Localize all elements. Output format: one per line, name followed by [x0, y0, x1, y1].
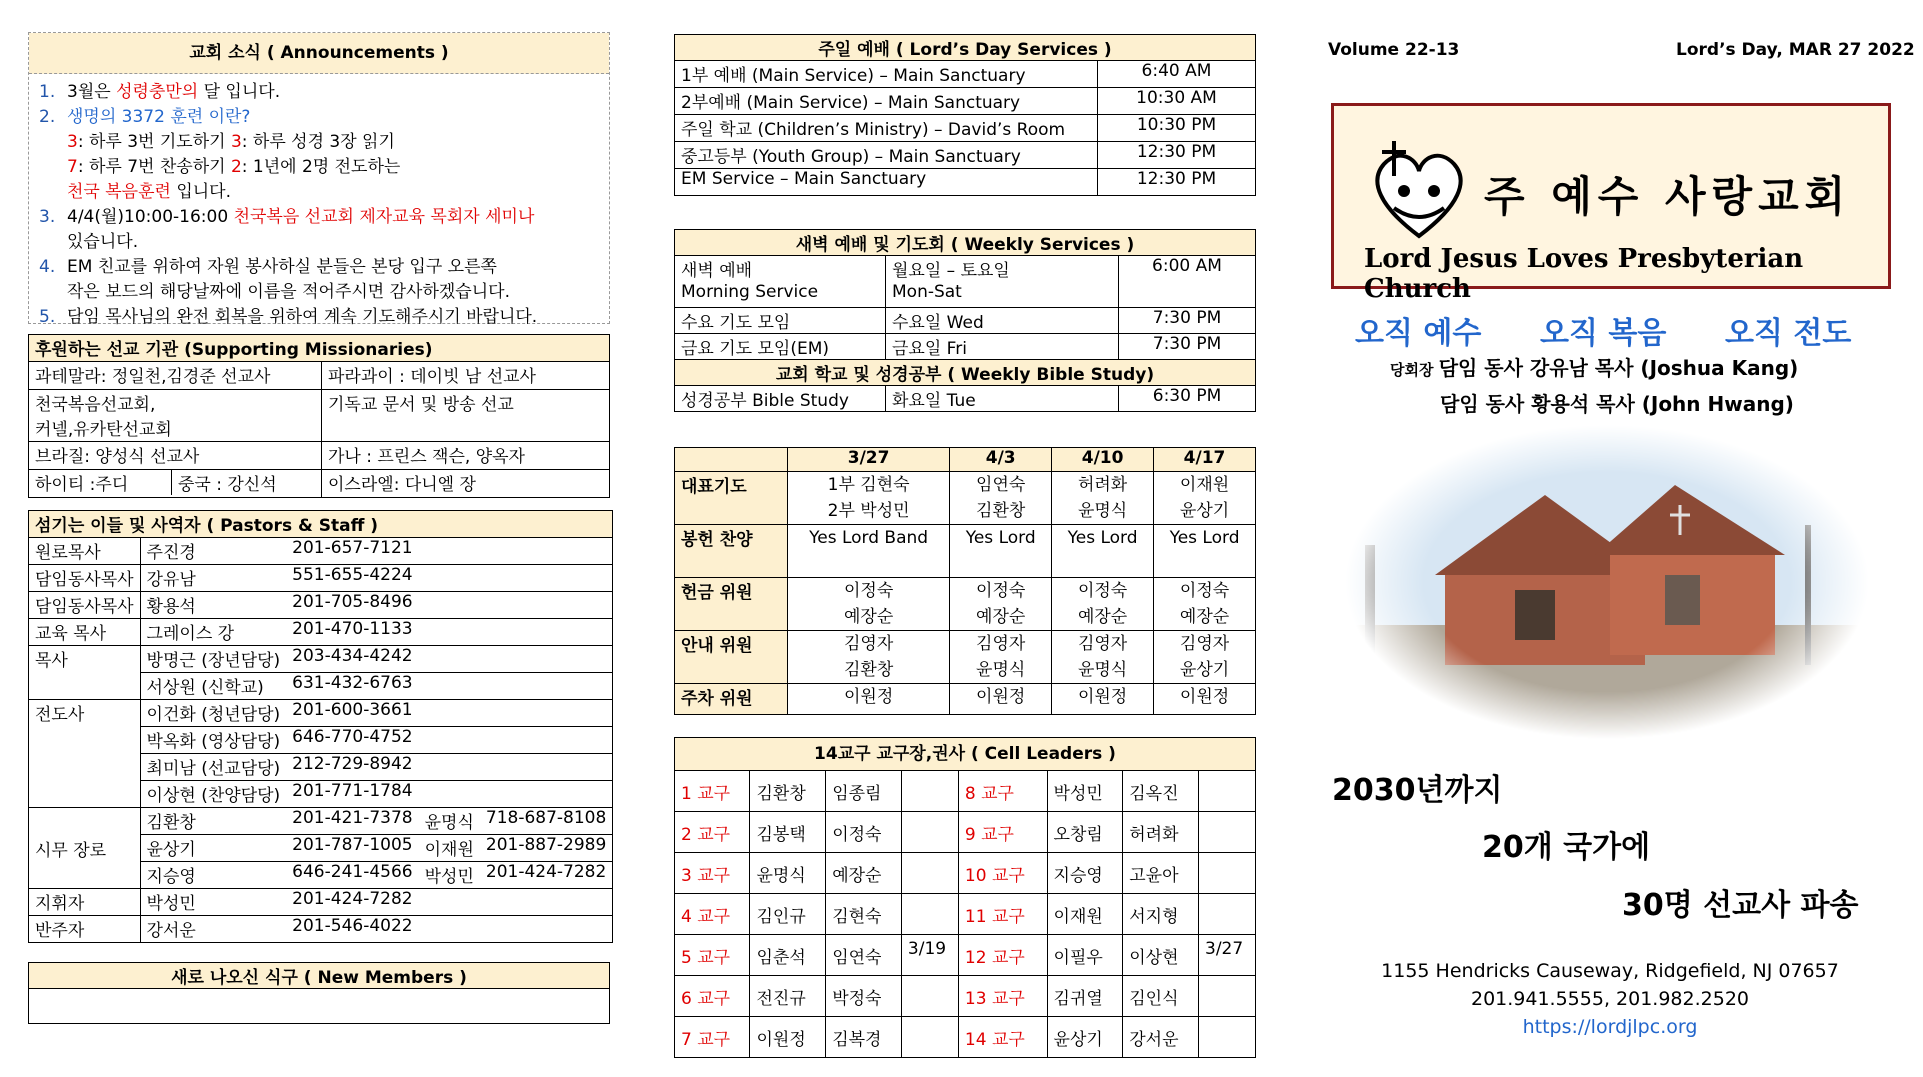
cell-date — [1199, 853, 1256, 894]
bible-study-cell: 성경공부 Bible Study — [675, 386, 886, 412]
cell-row — [675, 976, 1256, 1017]
cell-number: 11 교구 — [958, 894, 1047, 935]
cell-date — [1199, 1017, 1256, 1058]
duty-label: 안내 위원 — [675, 631, 788, 684]
missionaries-title: 후원하는 선교 기관 (Supporting Missionaries) — [29, 335, 610, 362]
cell-date — [901, 976, 958, 1017]
missionaries-table — [28, 334, 610, 498]
staff-name: 최미남 (선교담당) — [140, 754, 286, 781]
cell-leader: 임종림 — [826, 771, 902, 812]
weekly-name: 새벽 예배 — [675, 256, 886, 282]
cell-number: 1 교구 — [675, 771, 750, 812]
cell-date: 3/27 — [1199, 935, 1256, 976]
cell-row — [675, 771, 1256, 812]
announcement-text: : 하루 3번 기도하기 — [77, 132, 231, 152]
duty-date: 4/3 — [950, 448, 1052, 472]
missionary-cell: 중국 : 강신석 — [178, 475, 277, 495]
duty-cell: 이정숙 예장순 — [1052, 578, 1154, 631]
staff-phone: 646-241-4566 — [286, 862, 418, 889]
cell-leader: 이상현 — [1123, 935, 1199, 976]
new-members-title: 새로 나오신 식구 ( New Members ) — [29, 963, 610, 989]
cell-number: 2 교구 — [675, 812, 750, 853]
staff-phone: 201-657-7121 — [286, 538, 613, 565]
announcement-highlight: 3 — [230, 132, 242, 152]
cell-leader: 지승영 — [1047, 853, 1123, 894]
duty-cell: 김영자 윤상기 — [1154, 631, 1256, 684]
announcement-text: 3월은 — [67, 82, 117, 102]
staff-name: 황용석 — [140, 592, 286, 619]
duty-row — [675, 525, 1256, 578]
service-time: 6:40 AM — [1098, 61, 1256, 88]
cell-leader: 강서운 — [1123, 1017, 1199, 1058]
staff-phone: 201-887-2989 — [480, 835, 613, 862]
service-time: 12:30 PM — [1098, 169, 1256, 196]
staff-phone: 201-421-7378 — [286, 808, 418, 835]
missionary-cell: 파라과이 : 데이빗 남 선교사 — [322, 362, 610, 390]
cell-leader: 김인규 — [750, 894, 826, 935]
announcement-item — [39, 205, 609, 230]
pastor1-prefix: 당회장 — [1390, 361, 1439, 379]
weekly-row — [675, 334, 1256, 360]
staff-role: 반주자 — [29, 916, 141, 943]
staff-phone: 201-470-1133 — [286, 619, 613, 646]
cell-row — [675, 853, 1256, 894]
church-name-english: Lord Jesus Loves Presbyterian Church — [1364, 244, 1804, 304]
duty-cell: 이원정 — [950, 684, 1052, 715]
cell-date — [1199, 812, 1256, 853]
date-label: Lord’s Day, MAR 27 2022 — [1676, 40, 1915, 60]
staff-name: 윤상기 — [140, 835, 286, 862]
staff-name: 방명근 (장년담당) — [140, 646, 286, 673]
announcement-highlight: 천국복음 선교회 제자교육 목회자 세미나 — [233, 207, 535, 227]
duty-row — [675, 684, 1256, 715]
new-members-body — [29, 989, 610, 1024]
staff-role: 원로목사 — [29, 538, 141, 565]
bible-study-cell: 화요일 Tue — [886, 386, 1119, 412]
missionary-cell: 가나 : 프린스 잭슨, 양옥자 — [322, 442, 610, 470]
cell-leader: 김봉택 — [750, 812, 826, 853]
staff-phone: 201-771-1784 — [286, 781, 613, 808]
cell-leader: 윤명식 — [750, 853, 826, 894]
service-name: 주일 학교 (Children’s Ministry) – David’s Room — [675, 115, 1098, 142]
duty-cell: Yes Lord — [1154, 525, 1256, 578]
weekly-time: 6:00 AM — [1119, 256, 1256, 282]
new-members-section — [28, 962, 610, 1024]
staff-phone: 201-424-7282 — [286, 889, 613, 916]
staff-name: 지승영 — [140, 862, 286, 889]
service-name: 1부 예배 (Main Service) – Main Sanctuary — [675, 61, 1098, 88]
church-building-photo — [1345, 425, 1870, 740]
weekly-title: 새벽 예배 및 기도회 ( Weekly Services ) — [675, 230, 1256, 256]
cell-number: 14 교구 — [958, 1017, 1047, 1058]
weekly-time: 7:30 PM — [1119, 334, 1256, 360]
staff-phone: 201-600-3661 — [286, 700, 613, 727]
announcements-box — [28, 32, 610, 327]
service-name: 중고등부 (Youth Group) – Main Sanctuary — [675, 142, 1098, 169]
weekly-name: Morning Service — [675, 282, 886, 308]
lords-day-title: 주일 예배 ( Lord’s Day Services ) — [675, 35, 1256, 61]
announcement-number: 5. — [39, 307, 56, 327]
staff-phone: 718-687-8108 — [480, 808, 613, 835]
cell-number: 10 교구 — [958, 853, 1047, 894]
cell-row — [675, 812, 1256, 853]
weekly-day: 금요일 Fri — [886, 334, 1119, 360]
staff-name: 박성민 — [140, 889, 286, 916]
service-row — [675, 61, 1256, 88]
cell-date — [901, 1017, 958, 1058]
cell-date — [901, 771, 958, 812]
missionary-cell: 천국복음선교회, 커넬,유카탄선교회 — [29, 390, 322, 442]
weekly-row — [675, 282, 1256, 308]
missionary-cell: 하이티 :주디 — [29, 470, 172, 495]
weekly-row — [675, 308, 1256, 334]
weekly-time: 7:30 PM — [1119, 308, 1256, 334]
cell-leader: 고윤아 — [1123, 853, 1199, 894]
duty-date: 4/17 — [1154, 448, 1256, 472]
service-name: 2부예배 (Main Service) – Main Sanctuary — [675, 88, 1098, 115]
announcement-highlight: 2 — [230, 157, 242, 177]
announcement-text: : 1년에 2명 전도하는 — [241, 157, 401, 177]
service-row — [675, 115, 1256, 142]
duty-cell: 1부 김현숙 2부 박성민 — [788, 472, 950, 525]
duty-cell: 이원정 — [1052, 684, 1154, 715]
cell-leader: 박성민 — [1047, 771, 1123, 812]
announcement-text: 입니다. — [170, 182, 232, 202]
duty-cell: Yes Lord — [1052, 525, 1154, 578]
duty-corner — [675, 448, 788, 472]
vision-line-2: 20개 국가에 — [1482, 830, 1651, 865]
staff-name: 이건화 (청년담당) — [140, 700, 286, 727]
staff-role: 전도사 — [29, 700, 141, 808]
staff-table — [28, 510, 613, 943]
duty-label: 봉헌 찬양 — [675, 525, 788, 578]
cell-leader: 임춘석 — [750, 935, 826, 976]
duty-row — [675, 631, 1256, 684]
weekly-section — [674, 229, 1256, 412]
weekly-day: Mon-Sat — [886, 282, 1119, 308]
announcement-number: 1. — [39, 82, 56, 102]
church-name-korean: 주 예수 사랑교회 — [1484, 172, 1852, 221]
announcement-text: EM 친교를 위하여 자원 봉사하실 분들은 본당 입구 오른쪽 — [67, 257, 497, 277]
weekly-time — [1119, 282, 1256, 308]
weekly-row — [675, 256, 1256, 282]
announcement-text: 생명의 3372 훈련 이란? — [67, 107, 251, 127]
cell-number: 8 교구 — [958, 771, 1047, 812]
staff-phone: 212-729-8942 — [286, 754, 613, 781]
cell-date — [1199, 894, 1256, 935]
staff-section — [28, 510, 610, 943]
staff-name: 그레이스 강 — [140, 619, 286, 646]
duty-cell: Yes Lord Band — [788, 525, 950, 578]
cell-leader: 전진규 — [750, 976, 826, 1017]
cell-leader: 윤상기 — [1047, 1017, 1123, 1058]
cell-leader: 서지형 — [1123, 894, 1199, 935]
bible-study-title: 교회 학교 및 성경공부 ( Weekly Bible Study) — [675, 360, 1256, 386]
staff-name: 서상원 (신학교) — [140, 673, 286, 700]
cell-leader: 임연숙 — [826, 935, 902, 976]
slogan-3: 오직 전도 — [1725, 316, 1852, 351]
duty-header-row — [675, 448, 1256, 472]
staff-role: 지휘자 — [29, 889, 141, 916]
staff-role: 담임동사목사 — [29, 565, 141, 592]
missionary-cell: 이스라엘: 다니엘 장 — [322, 470, 610, 498]
cell-number: 4 교구 — [675, 894, 750, 935]
announcement-item — [39, 105, 609, 130]
announcement-item — [67, 155, 609, 180]
staff-name: 윤명식 — [419, 808, 480, 835]
staff-phone: 201-705-8496 — [286, 592, 613, 619]
senior-pastor-line — [1390, 352, 1798, 381]
cell-date: 3/19 — [901, 935, 958, 976]
cell-leader: 김옥진 — [1123, 771, 1199, 812]
weekly-name: 금요 기도 모임(EM) — [675, 334, 886, 360]
missionary-cell: 과테말라: 정일천,김경준 선교사 — [29, 362, 322, 390]
duty-cell: 허려화 윤명식 — [1052, 472, 1154, 525]
service-name: EM Service – Main Sanctuary — [675, 169, 1098, 196]
cell-number: 9 교구 — [958, 812, 1047, 853]
lords-day-table — [674, 34, 1256, 196]
duty-table — [674, 447, 1256, 715]
cell-leader: 예장순 — [826, 853, 902, 894]
announcement-highlight: 성령충만의 — [116, 82, 199, 102]
staff-phone: 203-434-4242 — [286, 646, 613, 673]
service-row — [675, 169, 1256, 196]
vision-line-3: 30명 선교사 파송 — [1622, 888, 1859, 923]
cell-row — [675, 935, 1256, 976]
duty-cell: 이재원 윤상기 — [1154, 472, 1256, 525]
service-time: 12:30 PM — [1098, 142, 1256, 169]
missionary-split-cell — [29, 470, 322, 498]
announcement-number: 4. — [39, 257, 56, 277]
cell-leader: 이정숙 — [826, 812, 902, 853]
duty-cell: 이정숙 예장순 — [1154, 578, 1256, 631]
missionary-cell: 브라질: 양성식 선교사 — [29, 442, 322, 470]
cell-leader: 박정숙 — [826, 976, 902, 1017]
staff-name: 강유남 — [140, 565, 286, 592]
cell-leader: 김환창 — [750, 771, 826, 812]
announcement-text: 담임 목사님의 완전 회복을 위하여 계속 기도해주시기 바랍니다. — [67, 307, 538, 327]
staff-role: 시무 장로 — [29, 808, 141, 889]
announcement-number: 3. — [39, 207, 56, 227]
cell-leader: 허려화 — [1123, 812, 1199, 853]
cell-number: 5 교구 — [675, 935, 750, 976]
announcement-item — [67, 180, 609, 205]
church-logo — [1331, 103, 1891, 304]
staff-name: 김환창 — [140, 808, 286, 835]
staff-phone: 631-432-6763 — [286, 673, 613, 700]
staff-phone: 646-770-4752 — [286, 727, 613, 754]
announcement-text: 있습니다. — [67, 232, 139, 252]
announcement-item — [67, 130, 609, 155]
announcement-item — [39, 305, 609, 330]
cell-leader: 김복경 — [826, 1017, 902, 1058]
heart-cross-icon — [1364, 136, 1474, 246]
staff-role: 목사 — [29, 646, 141, 700]
announcement-text: : 하루 성경 3장 읽기 — [241, 132, 395, 152]
cell-date — [901, 812, 958, 853]
cell-number: 3 교구 — [675, 853, 750, 894]
duty-cell: 이원정 — [1154, 684, 1256, 715]
cell-number: 13 교구 — [958, 976, 1047, 1017]
announcements-title: 교회 소식 ( Announcements ) — [29, 33, 609, 74]
staff-name: 이재원 — [419, 835, 480, 862]
service-time: 10:30 AM — [1098, 88, 1256, 115]
cell-leader: 이필우 — [1047, 935, 1123, 976]
duty-date: 4/10 — [1052, 448, 1154, 472]
staff-name: 이상현 (찬양담당) — [140, 781, 286, 808]
duty-cell: Yes Lord — [950, 525, 1052, 578]
staff-name: 박옥화 (영상담당) — [140, 727, 286, 754]
staff-role: 교육 목사 — [29, 619, 141, 646]
cell-leader: 이재원 — [1047, 894, 1123, 935]
weekly-day: 월요일 – 토요일 — [886, 256, 1119, 282]
duty-cell: 김영자 윤명식 — [1052, 631, 1154, 684]
cells-section — [674, 737, 1256, 1058]
duty-section — [674, 447, 1256, 715]
volume-label: Volume 22-13 — [1328, 40, 1460, 60]
announcement-highlight: 3 — [67, 132, 78, 152]
vision-line-1: 2030년까지 — [1332, 773, 1503, 808]
duty-row — [675, 578, 1256, 631]
missionaries-section — [28, 334, 610, 498]
staff-phone: 201-424-7282 — [480, 862, 613, 889]
pastor1-name: 담임 동사 강유남 목사 (Joshua Kang) — [1438, 356, 1799, 380]
cell-number: 12 교구 — [958, 935, 1047, 976]
duty-cell: 김영자 김환창 — [788, 631, 950, 684]
bible-study-row — [675, 386, 1256, 412]
cell-date — [901, 853, 958, 894]
duty-label: 주차 위원 — [675, 684, 788, 715]
announcement-text: 달 입니다. — [198, 82, 281, 102]
cell-leader: 이원정 — [750, 1017, 826, 1058]
staff-phone: 551-655-4224 — [286, 565, 613, 592]
duty-date: 3/27 — [788, 448, 950, 472]
cell-leader: 오창림 — [1047, 812, 1123, 853]
weekly-day: 수요일 Wed — [886, 308, 1119, 334]
duty-cell: 김영자 윤명식 — [950, 631, 1052, 684]
announcement-text: 4/4(월)10:00-16:00 — [67, 207, 234, 227]
website-link[interactable]: https://lordjlpc.org — [1522, 1016, 1698, 1038]
staff-phone: 201-546-4022 — [286, 916, 613, 943]
address: 1155 Hendricks Causeway, Ridgefield, NJ 07657 — [1381, 960, 1839, 982]
phone-numbers: 201.941.5555, 201.982.2520 — [1470, 988, 1749, 1010]
cells-table — [674, 737, 1256, 1058]
announcement-highlight: 천국 복음훈련 — [67, 182, 171, 202]
cell-row — [675, 894, 1256, 935]
duty-cell: 이정숙 예장순 — [950, 578, 1052, 631]
missionary-cell: 기독교 문서 및 방송 선교 — [322, 390, 610, 442]
duty-cell: 이정숙 예장순 — [788, 578, 950, 631]
announcement-item — [39, 255, 609, 280]
duty-cell: 임연숙 김환창 — [950, 472, 1052, 525]
service-row — [675, 142, 1256, 169]
announcement-item — [67, 230, 609, 255]
service-row — [675, 88, 1256, 115]
staff-name: 박성민 — [419, 862, 480, 889]
cell-leader: 김현숙 — [826, 894, 902, 935]
announcement-number: 2. — [39, 107, 56, 127]
cell-number: 6 교구 — [675, 976, 750, 1017]
announcement-text: 작은 보드의 해당날짜에 이름을 적어주시면 감사하겠습니다. — [67, 282, 510, 302]
cells-title: 14교구 교구장,권사 ( Cell Leaders ) — [675, 738, 1256, 771]
cell-leader: 김인식 — [1123, 976, 1199, 1017]
staff-name: 강서운 — [140, 916, 286, 943]
cell-row — [675, 1017, 1256, 1058]
lords-day-section — [674, 34, 1256, 196]
slogan-1: 오직 예수 — [1355, 316, 1482, 351]
announcement-item — [67, 280, 609, 305]
duty-cell: 이원정 — [788, 684, 950, 715]
cell-date — [901, 894, 958, 935]
staff-name: 주진경 — [140, 538, 286, 565]
bible-study-cell: 6:30 PM — [1119, 386, 1256, 412]
duty-label: 대표기도 — [675, 472, 788, 525]
announcements-list — [29, 74, 609, 330]
weekly-table — [674, 229, 1256, 412]
duty-row — [675, 472, 1256, 525]
service-time: 10:30 PM — [1098, 115, 1256, 142]
weekly-name: 수요 기도 모임 — [675, 308, 886, 334]
staff-title: 섬기는 이들 및 사역자 ( Pastors & Staff ) — [29, 511, 613, 538]
slogan-2: 오직 복음 — [1540, 316, 1667, 351]
announcement-highlight: 7 — [67, 157, 78, 177]
cell-date — [1199, 976, 1256, 1017]
cell-leader: 김귀열 — [1047, 976, 1123, 1017]
staff-phone: 201-787-1005 — [286, 835, 418, 862]
cell-number: 7 교구 — [675, 1017, 750, 1058]
announcement-item — [39, 80, 609, 105]
announcement-text: : 하루 7번 찬송하기 — [77, 157, 231, 177]
cell-date — [1199, 771, 1256, 812]
duty-label: 헌금 위원 — [675, 578, 788, 631]
staff-role: 담임동사목사 — [29, 592, 141, 619]
co-pastor-line: 담임 동사 황용석 목사 (John Hwang) — [1440, 392, 1794, 416]
